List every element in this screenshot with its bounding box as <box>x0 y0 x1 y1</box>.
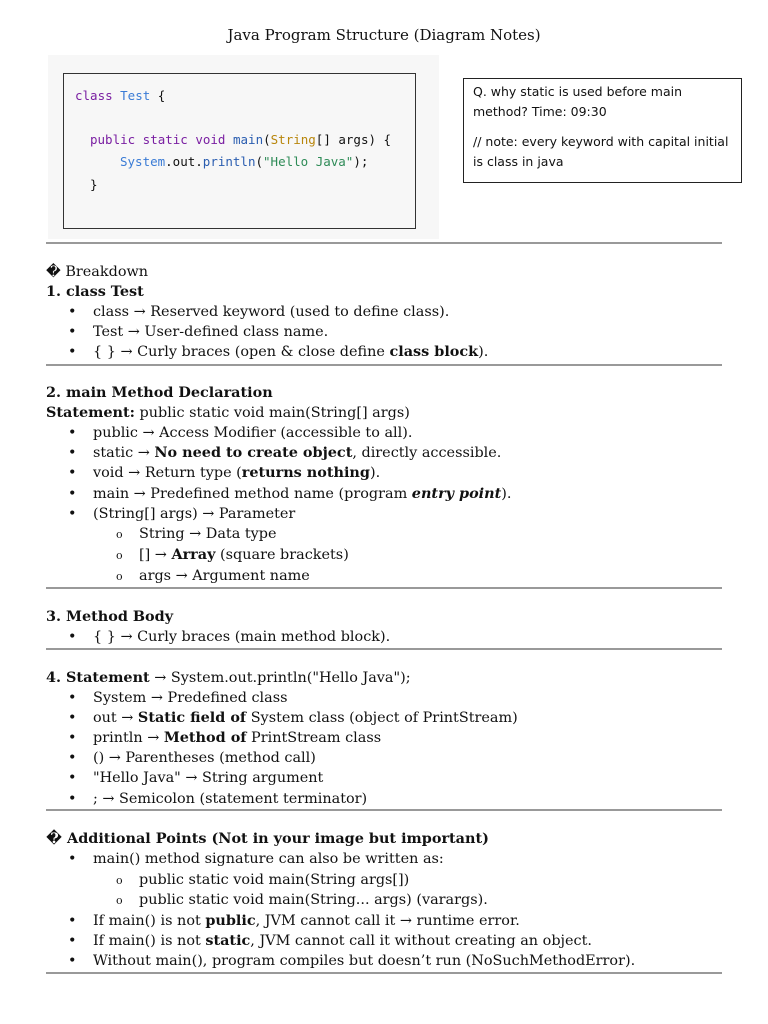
divider <box>46 587 722 589</box>
list-item: • If main() is not static, JVM cannot call it without creating an object. <box>68 932 592 949</box>
list-item: • main → Predefined method name (program entry point). <box>68 485 512 502</box>
list-item: • System → Predefined class <box>68 690 288 706</box>
list-item: • main() method signature can also be written as: <box>68 851 444 867</box>
list-item: • If main() is not public, JVM cannot call it → runtime error. <box>68 912 520 929</box>
list-item: • println → Method of PrintStream class <box>68 729 382 746</box>
additional-points-heading: � Additional Points (Not in your image but important) <box>46 830 489 847</box>
code-line-2: public static void main(String[] args) { <box>90 132 392 147</box>
sub-list-item: o public static void main(String args[]) <box>116 872 410 888</box>
note-question-1: Q. why static is used before main <box>473 84 683 99</box>
divider <box>46 648 722 650</box>
list-item: • out → Static field of System class (object of PrintStream) <box>68 709 518 726</box>
divider <box>46 972 722 974</box>
sub-list-item: o args → Argument name <box>116 568 310 584</box>
list-item: • ; → Semicolon (statement terminator) <box>68 791 368 807</box>
note-text-1: // note: every keyword with capital initial <box>473 134 729 149</box>
note-box <box>463 78 742 183</box>
code-line-3: System.out.println("Hello Java"); <box>120 154 369 169</box>
statement-line: Statement: public static void main(String[] args) <box>46 404 410 421</box>
code-line-1: class Test { <box>75 88 166 103</box>
list-item: • (String[] args) → Parameter <box>68 506 296 522</box>
list-item: • () → Parentheses (method call) <box>68 750 316 766</box>
list-item: • public → Access Modifier (accessible to all). <box>68 425 413 441</box>
divider <box>46 809 722 811</box>
note-question-2: method? Time: 09:30 <box>473 104 607 119</box>
note-text-2: is class in java <box>473 154 564 169</box>
sub-list-item: o public static void main(String... args) (varargs). <box>116 892 488 908</box>
divider <box>46 364 722 366</box>
list-item: • Without main(), program compiles but doesn’t run (NoSuchMethodError). <box>68 953 636 969</box>
list-item: • void → Return type (returns nothing). <box>68 464 381 481</box>
list-item: • { } → Curly braces (main method block). <box>68 629 391 645</box>
page-title: Java Program Structure (Diagram Notes) <box>227 26 541 44</box>
code-line-4: } <box>90 177 98 192</box>
sub-list-item: o [] → Array (square brackets) <box>116 546 349 563</box>
section-4-title: 4. Statement → System.out.println("Hello Java"); <box>46 669 411 686</box>
list-item: • static → No need to create object, directly accessible. <box>68 444 502 461</box>
section-2-title: 2. main Method Declaration <box>46 384 273 401</box>
sub-list-item: o String → Data type <box>116 526 277 542</box>
breakdown-heading: � Breakdown <box>46 264 149 280</box>
section-1-title: 1. class Test <box>46 283 144 300</box>
list-item: • class → Reserved keyword (used to define class). <box>68 304 450 320</box>
list-item: • { } → Curly braces (open & close define class block). <box>68 343 489 360</box>
list-item: • "Hello Java" → String argument <box>68 770 324 786</box>
code-image <box>48 55 439 239</box>
divider <box>46 242 722 244</box>
list-item: • Test → User-defined class name. <box>68 324 329 340</box>
section-3-title: 3. Method Body <box>46 608 174 625</box>
